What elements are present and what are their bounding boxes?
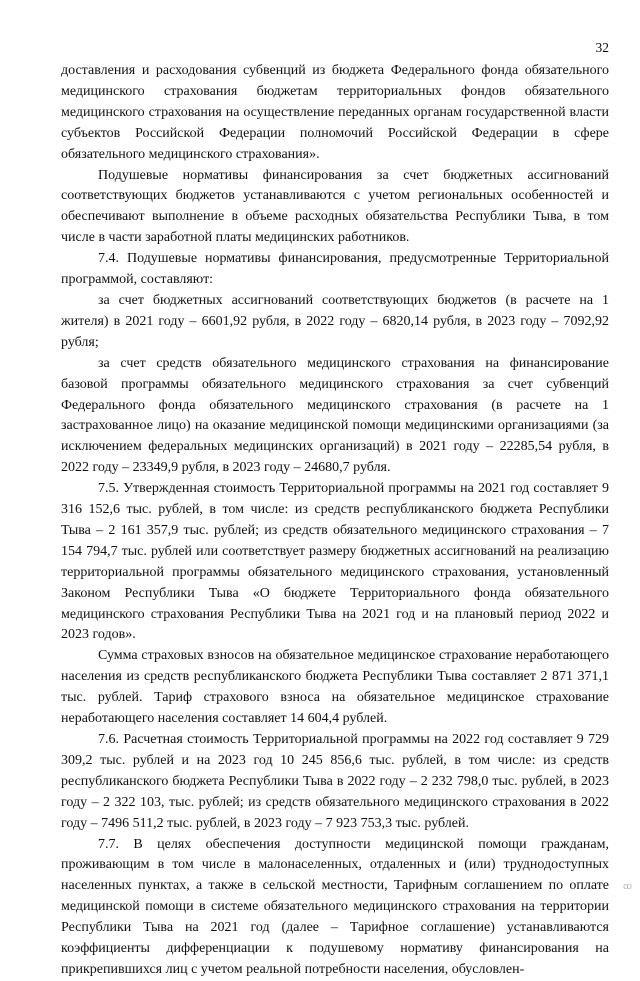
paragraph-7-4: 7.4. Подушевые нормативы финансирования, предусмотренные Территориальной программой, составляют:: [61, 251, 609, 288]
scan-corner-mark: ꝏ: [623, 881, 632, 891]
document-body: [61, 61, 609, 981]
paragraph-continuation: доставления и расходования субвенций из бюджета Федерального фонда обязательного медицинского страхования бюджетам территориальных фондов обязательного медицинского страхования на осуществление переданных органам государственной власти субъектов Российской Федерации полномочий Российской Федерации в сфере обязательного медицинского страхования».: [61, 63, 609, 162]
paragraph-oms-funds: за счет средств обязательного медицинского страхования на финансирование базовой программы обязательного медицинского страхования за счет субвенций Федерального фонда обязательного медицинского страхования (в расчете на 1 застрахованное лицо) на оказание медицинской помощи медицинскими организациями (за исключением федеральных медицинских организаций) в 2021 году – 22285,54 рубля, в 2022 году – 23349,9 рубля, в 2023 году – 24680,7 рубля.: [61, 355, 609, 476]
paragraph-budget-allocations: за счет бюджетных ассигнований соответствующих бюджетов (в расчете на 1 жителя) в 2021 году – 6601,92 рубля, в 2022 году – 6820,14 рубля, в 2023 году – 7092,92 рубля;: [61, 292, 609, 350]
paragraph-7-6: 7.6. Расчетная стоимость Территориальной программы на 2022 год составляет 9 729 309,2 тыс. рублей и на 2023 год 10 245 856,6 тыс. рублей, в том числе: из средств республиканского бюджета Республики Тыва в 2022 году – 2 232 798,0 тыс. рублей, в 2023 году – 2 322 103, тыс. рублей; из средств обязательного медицинского страхования в 2022 году – 7496 511,2 тыс. рублей, в 2023 году – 7 923 753,3 тыс. рублей.: [61, 732, 609, 831]
paragraph-7-5: 7.5. Утвержденная стоимость Территориальной программы на 2021 год составляет 9 316 152,6 тыс. рублей, в том числе: из средств республиканского бюджета Республики Тыва – 2 161 357,9 тыс. рублей; из средств обязательного медицинского страхования – 7 154 794,7 тыс. рублей или соответствует размеру бюджетных ассигнований на реализацию территориальной программы обязательного медицинского страхования, установленный Законом Республики Тыва «О бюджете Территориального фонда обязательного медицинского страхования Республики Тыва на 2021 год и на плановый период 2022 и 2023 годов».: [61, 481, 609, 643]
paragraph-per-capita-norms: Подушевые нормативы финансирования за счет бюджетных ассигнований соответствующих бюджетов устанавливаются с учетом региональных особенностей и обеспечивают выполнение в объеме расходных обязательства Республики Тыва, в том числе в части заработной платы медицинских работников.: [61, 167, 609, 246]
paragraph-7-7: 7.7. В целях обеспечения доступности медицинской помощи гражданам, проживающим в том числе в малонаселенных, отдаленных и (или) труднодоступных населенных пунктах, а также в сельской местности, Тарифным соглашением по оплате медицинской помощи в системе обязательного медицинского страхования на территории Республики Тыва на 2021 год (далее – Тарифное соглашение) устанавливаются коэффициенты дифференциации к подушевому нормативу финансирования на прикрепившихся лиц с учетом реальной потребности населения, обусловлен-: [61, 836, 609, 977]
paragraph-insurance-contributions: Сумма страховых взносов на обязательное медицинское страхование неработающего населения из средств республиканского бюджета Республики Тыва составляет 2 871 371,1 тыс. рублей. Тариф страхового взноса на обязательное медицинское страхование неработающего населения составляет 14 604,4 рублей.: [61, 648, 609, 727]
page-number: 32: [595, 40, 609, 55]
